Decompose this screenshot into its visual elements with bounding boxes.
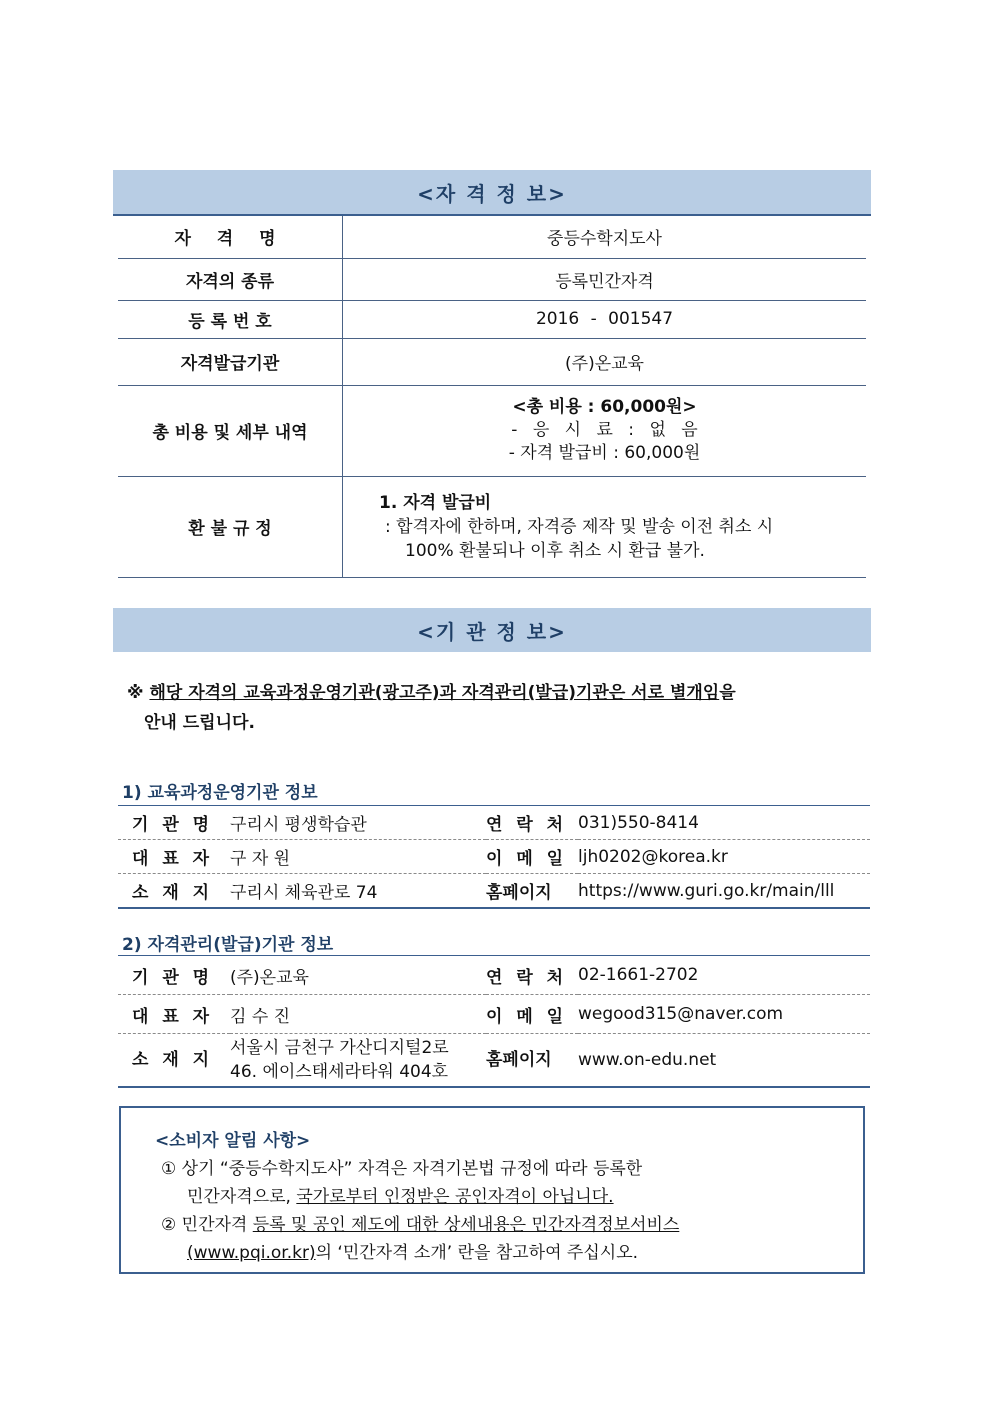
- cost-label: 총 비용 및 세부 내역: [118, 385, 343, 476]
- notice-text-tail: 을: [719, 683, 736, 703]
- edu-org-table: [118, 805, 870, 909]
- qualification-table: [118, 216, 866, 578]
- cost-total: <총 비용 : 60,000원>: [512, 397, 697, 417]
- consumer-notice-item: [161, 1210, 679, 1235]
- notice-text-underlined: 등록 및 공인 제도에 대한 상세내용은 민간자격정보서비스: [252, 1215, 680, 1235]
- edu-org-title: 1) 교육과정운영기관 정보: [122, 783, 318, 803]
- institution-section-header: <기 관 정 보>: [113, 608, 871, 652]
- field-label: 소 재 지: [118, 874, 230, 909]
- table-row: [118, 874, 870, 909]
- address-line: 서울시 금천구 가산디지털2로: [230, 1038, 449, 1058]
- field-value: wegood315@naver.com: [578, 995, 870, 1034]
- field-label: 이 메 일: [486, 995, 578, 1034]
- cost-details: [343, 385, 867, 476]
- row-value: 등록민간자격: [343, 258, 867, 300]
- field-value: (주)온교육: [230, 967, 309, 988]
- table-row: [118, 806, 870, 840]
- refund-row: [118, 476, 866, 577]
- notice-text: 민간자격으로,: [187, 1187, 291, 1207]
- consumer-notice-item: [187, 1182, 614, 1207]
- field-label: 대 표 자: [118, 995, 230, 1034]
- row-label: 자 격 명: [118, 216, 343, 258]
- field-value: www.on-edu.net: [578, 1034, 870, 1088]
- consumer-notice-item: ① 상기 “중등수학지도사” 자격은 자격기본법 규정에 따라 등록한: [161, 1159, 643, 1179]
- row-label: 등 록 번 호: [118, 300, 343, 338]
- field-value: [230, 1034, 486, 1088]
- cost-issue-fee: - 자격 발급비 : 60,000원: [508, 443, 701, 463]
- pqi-link[interactable]: (www.pqi.or.kr): [187, 1243, 316, 1263]
- table-row: [118, 258, 866, 300]
- row-label: 자격의 종류: [118, 258, 343, 300]
- field-label: 연 락 처: [486, 967, 568, 988]
- address-line: 46. 에이스태세라타워 404호: [230, 1062, 449, 1082]
- field-value: 031)550-8414: [578, 812, 699, 833]
- table-row: [118, 995, 870, 1034]
- table-row: [118, 840, 870, 874]
- field-label: 홈페이지: [486, 874, 578, 909]
- row-label: 자격발급기관: [118, 338, 343, 385]
- table-row: [118, 338, 866, 385]
- refund-label: 환 불 규 정: [118, 476, 343, 577]
- cost-row: [118, 385, 866, 476]
- notice-text: 해당 자격의 교육과정운영기관(광고주)과 자격관리(발급)기관은 서로 별개임: [149, 683, 720, 703]
- field-value: 구리시 체육관로 74: [230, 874, 486, 909]
- reference-mark: ※: [127, 683, 144, 703]
- field-label: 대 표 자: [118, 840, 230, 874]
- field-value: 김 수 진: [230, 995, 486, 1034]
- institution-notice: [127, 678, 847, 738]
- consumer-notice-box: [119, 1106, 865, 1274]
- refund-details: [343, 476, 867, 577]
- table-row: [118, 1034, 870, 1088]
- field-label: 소 재 지: [118, 1034, 230, 1088]
- field-value: 02-1661-2702: [578, 965, 699, 985]
- issue-org-title: 2) 자격관리(발급)기관 정보: [122, 935, 334, 955]
- refund-item-line: : 합격자에 한하며, 자격증 제작 및 발송 이전 취소 시: [385, 516, 774, 537]
- issue-org-table: [118, 955, 870, 1088]
- consumer-notice-item: [187, 1238, 638, 1263]
- field-label: 연 락 처: [486, 815, 568, 835]
- table-row: [118, 300, 866, 338]
- notice-text: 의 ‘민간자격 소개’ 란을 참고하여 주십시오.: [315, 1243, 639, 1263]
- notice-text-underlined: 국가로부터 인정받은 공인자격이 아닙니다.: [296, 1187, 614, 1207]
- notice-text-line2: 안내 드립니다.: [144, 713, 255, 733]
- table-row: [118, 216, 866, 258]
- refund-item-title: 1. 자격 발급비: [379, 492, 492, 513]
- table-row: [118, 956, 870, 995]
- notice-text: ② 민간자격: [161, 1215, 248, 1235]
- field-value: 구 자 원: [230, 840, 486, 874]
- row-value: (주)온교육: [343, 338, 867, 385]
- field-label: 기 관 명: [132, 815, 214, 835]
- field-label: 기 관 명: [132, 967, 214, 988]
- consumer-notice-title: <소비자 알림 사항>: [155, 1131, 311, 1151]
- field-value: ljh0202@korea.kr: [578, 840, 870, 874]
- row-value: 2016 - 001547: [343, 300, 867, 338]
- row-value: 중등수학지도사: [343, 216, 867, 258]
- field-label: 홈페이지: [486, 1034, 578, 1088]
- refund-item-line: 100% 환불되나 이후 취소 시 환급 불가.: [405, 540, 705, 561]
- field-value: https://www.guri.go.kr/main/lll: [578, 874, 870, 909]
- qualification-section-header: <자 격 정 보>: [113, 170, 871, 216]
- cost-exam-fee: - 응 시 료 : 없 음: [511, 420, 698, 440]
- field-value: 구리시 평생학습관: [230, 815, 367, 835]
- field-label: 이 메 일: [486, 840, 578, 874]
